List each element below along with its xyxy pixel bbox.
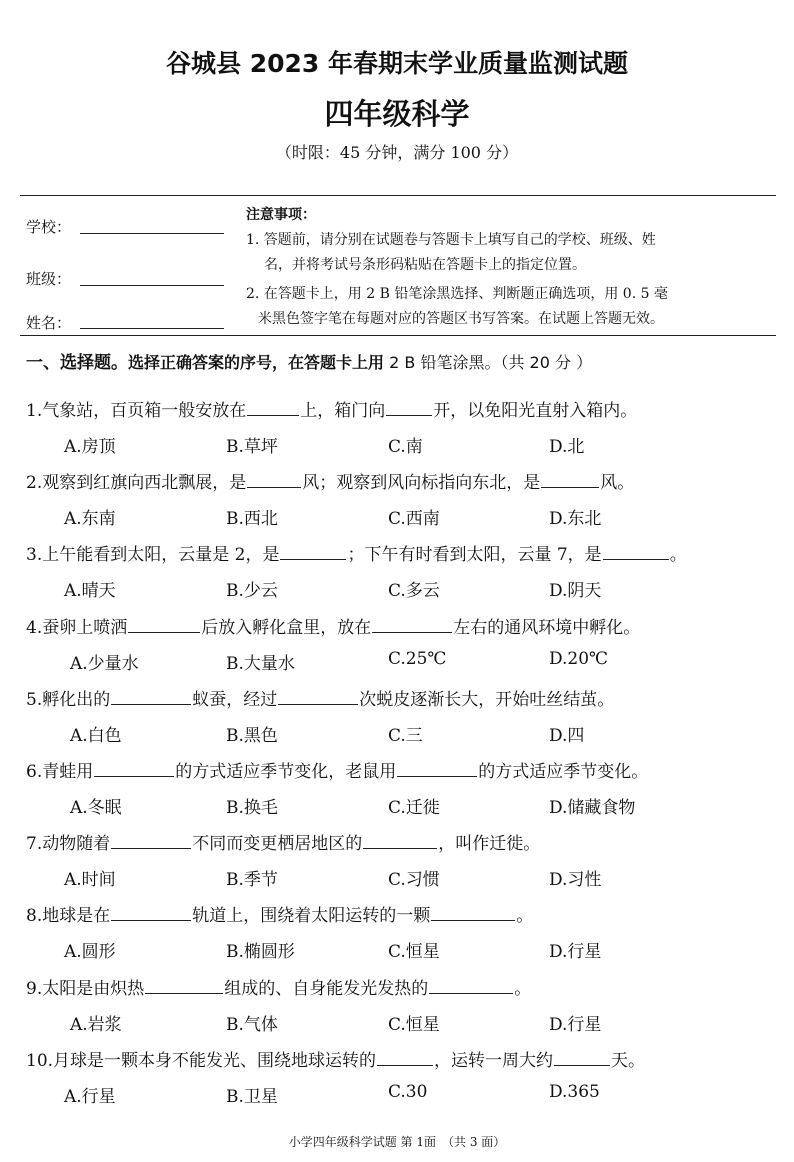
option-b[interactable]: B.草坪 [226, 437, 278, 457]
answer-blank[interactable] [128, 616, 200, 633]
option-d[interactable]: D.习性 [549, 870, 602, 890]
time-limit: （时限：45 分钟，满分 100 分） [275, 143, 519, 162]
school-label: 学校： [26, 218, 72, 236]
option-a[interactable]: A.行星 [64, 1087, 116, 1107]
option-c[interactable]: C.南 [388, 437, 423, 457]
notice-item-2-line-1: 2. 在答题卡上，用 2 B 铅笔涂黑选择、判断题正确选项，用 0. 5 毫 [246, 286, 668, 302]
question-text: 开，以免阳光直射入箱内。 [433, 401, 638, 421]
answer-blank[interactable] [145, 977, 223, 994]
answer-blank[interactable] [541, 471, 599, 488]
section-instr-d: （共 20 分 ） [500, 353, 593, 372]
question-8 [26, 901, 533, 926]
option-b[interactable]: B.黑色 [226, 726, 278, 746]
question-text: 不同而变更栖居地区的 [192, 834, 363, 854]
question-text: 9.太阳是由炽热 [26, 979, 145, 999]
question-text: 的方式适应季节变化。 [478, 762, 649, 782]
class-label: 班级： [26, 270, 72, 288]
answer-blank[interactable] [111, 904, 191, 921]
answer-blank[interactable] [94, 760, 174, 777]
option-c[interactable]: C.三 [388, 726, 423, 746]
question-text: 的方式适应季节变化，老鼠用 [175, 762, 397, 782]
answer-blank[interactable] [247, 399, 299, 416]
question-2 [26, 468, 634, 493]
school-blank[interactable] [80, 233, 224, 234]
option-d[interactable]: D.365 [549, 1082, 600, 1102]
page-footer: 小学四年级科学试题 第 1面 （共 3 面） [288, 1135, 506, 1149]
answer-blank[interactable] [372, 616, 452, 633]
answer-blank[interactable] [363, 832, 437, 849]
option-b[interactable]: B.气体 [226, 1015, 278, 1035]
section-instr-a: 选择正确答案的序号， [128, 353, 289, 372]
option-d[interactable]: D.东北 [549, 509, 602, 529]
question-text: 7.动物随着 [26, 834, 111, 854]
answer-blank[interactable] [278, 688, 358, 705]
notice-title: 注意事项： [246, 207, 316, 223]
option-c[interactable]: C.西南 [388, 509, 440, 529]
answer-blank[interactable] [429, 977, 513, 994]
section-instr-b: 在答题卡上用 [288, 353, 385, 372]
option-d[interactable]: D.行星 [549, 1015, 602, 1035]
answer-blank[interactable] [386, 399, 432, 416]
option-a[interactable]: A.圆形 [64, 942, 116, 962]
name-blank[interactable] [80, 328, 224, 329]
question-6 [26, 757, 648, 782]
answer-blank[interactable] [603, 543, 669, 560]
exam-title: 谷城县 2023 年春期末学业质量监测试题 [166, 49, 628, 78]
answer-blank[interactable] [397, 760, 477, 777]
answer-blank[interactable] [554, 1049, 610, 1066]
question-text: 风；观察到风向标指向东北，是 [302, 473, 541, 493]
question-text: 5.孵化出的 [26, 690, 111, 710]
option-c[interactable]: C.恒星 [388, 1015, 440, 1035]
option-b[interactable]: B.少云 [226, 581, 278, 601]
answer-blank[interactable] [377, 1049, 433, 1066]
option-d[interactable]: D.储藏食物 [549, 798, 636, 818]
question-text: 6.青蛙用 [26, 762, 94, 782]
name-label: 姓名： [26, 314, 72, 332]
question-text: 8.地球是在 [26, 906, 111, 926]
question-text: ；下午有时看到太阳，云量 7，是 [347, 545, 602, 565]
question-7 [26, 829, 540, 854]
question-text: 1.气象站，百页箱一般安放在 [26, 401, 247, 421]
top-divider [20, 195, 776, 196]
option-c[interactable]: C.多云 [388, 581, 440, 601]
question-text: 10.月球是一颗本身不能发光、围绕地球运转的 [26, 1051, 377, 1071]
question-text: 蚁蚕，经过 [192, 690, 278, 710]
notice-item-1 [246, 228, 774, 278]
answer-blank[interactable] [111, 832, 191, 849]
option-d[interactable]: D.20℃ [549, 649, 609, 669]
question-text: ，运转一周大约 [434, 1051, 554, 1071]
option-c[interactable]: C.30 [388, 1082, 428, 1102]
option-c[interactable]: C.迁徙 [388, 798, 440, 818]
option-b[interactable]: B.季节 [226, 870, 278, 890]
option-b[interactable]: B.椭圆形 [226, 942, 295, 962]
section-heading [26, 348, 592, 373]
notice-divider [20, 335, 776, 336]
option-a[interactable]: A.岩浆 [70, 1015, 122, 1035]
section-instr-c: 2 B 铅笔涂黑。 [384, 353, 501, 372]
option-a[interactable]: A.房顶 [64, 437, 116, 457]
notice-item-1-line-1: 1. 答题前，请分别在试题卷与答题卡上填写自己的学校、班级、姓 [246, 232, 656, 248]
question-text: 4.蚕卵上喷洒 [26, 618, 128, 638]
question-3 [26, 540, 687, 565]
answer-blank[interactable] [247, 471, 301, 488]
answer-blank[interactable] [111, 688, 191, 705]
question-text: ，叫作迁徙。 [438, 834, 541, 854]
option-a[interactable]: A.东南 [64, 509, 116, 529]
question-text: 上，箱门向 [300, 401, 386, 421]
answer-blank[interactable] [280, 543, 346, 560]
option-b[interactable]: B.大量水 [226, 654, 295, 674]
question-text: 3.上午能看到太阳，云量是 2，是 [26, 545, 280, 565]
section-title: 一、选择题。 [26, 353, 128, 373]
option-c[interactable]: C.习惯 [388, 870, 440, 890]
class-blank[interactable] [80, 285, 224, 286]
notice-item-2 [246, 282, 774, 332]
option-b[interactable]: B.西北 [226, 509, 278, 529]
question-text: 天。 [611, 1051, 646, 1071]
question-5 [26, 685, 614, 710]
question-text: 组成的、自身能发光发热的 [224, 979, 429, 999]
question-text: 后放入孵化盒里，放在 [201, 618, 372, 638]
question-9 [26, 974, 531, 999]
notice-item-1-line-2: 名，并将考试号条形码粘贴在答题卡上的指定位置。 [264, 257, 586, 273]
option-d[interactable]: D.阴天 [549, 581, 602, 601]
option-b[interactable]: B.卫星 [226, 1087, 278, 1107]
question-text: 。 [514, 979, 532, 999]
question-text: 风。 [600, 473, 635, 493]
question-1 [26, 396, 637, 421]
answer-blank[interactable] [431, 904, 515, 921]
option-b[interactable]: B.换毛 [226, 798, 278, 818]
subject-title: 四年级科学 [324, 97, 470, 131]
option-d[interactable]: D.四 [549, 726, 585, 746]
notice-item-2-line-2: 米黑色签字笔在每题对应的答题区书写答案。在试题上答题无效。 [258, 311, 664, 327]
question-4 [26, 613, 640, 638]
question-text: 。 [516, 906, 534, 926]
question-text: 2.观察到红旗向西北飘展，是 [26, 473, 247, 493]
option-a[interactable]: A.晴天 [64, 581, 116, 601]
question-text: 轨道上，围绕着太阳运转的一颗 [192, 906, 431, 926]
option-a[interactable]: A.时间 [64, 870, 116, 890]
option-c[interactable]: C.25℃ [388, 649, 447, 669]
option-a[interactable]: A.冬眠 [70, 798, 122, 818]
option-d[interactable]: D.北 [549, 437, 585, 457]
question-text: 。 [669, 545, 687, 565]
option-c[interactable]: C.恒星 [388, 942, 440, 962]
question-10 [26, 1046, 645, 1071]
question-text: 左右的通风环境中孵化。 [453, 618, 641, 638]
option-a[interactable]: A.白色 [70, 726, 122, 746]
question-text: 次蜕皮逐渐长大，开始吐丝结茧。 [359, 690, 615, 710]
option-a[interactable]: A.少量水 [70, 654, 139, 674]
option-d[interactable]: D.行星 [549, 942, 602, 962]
